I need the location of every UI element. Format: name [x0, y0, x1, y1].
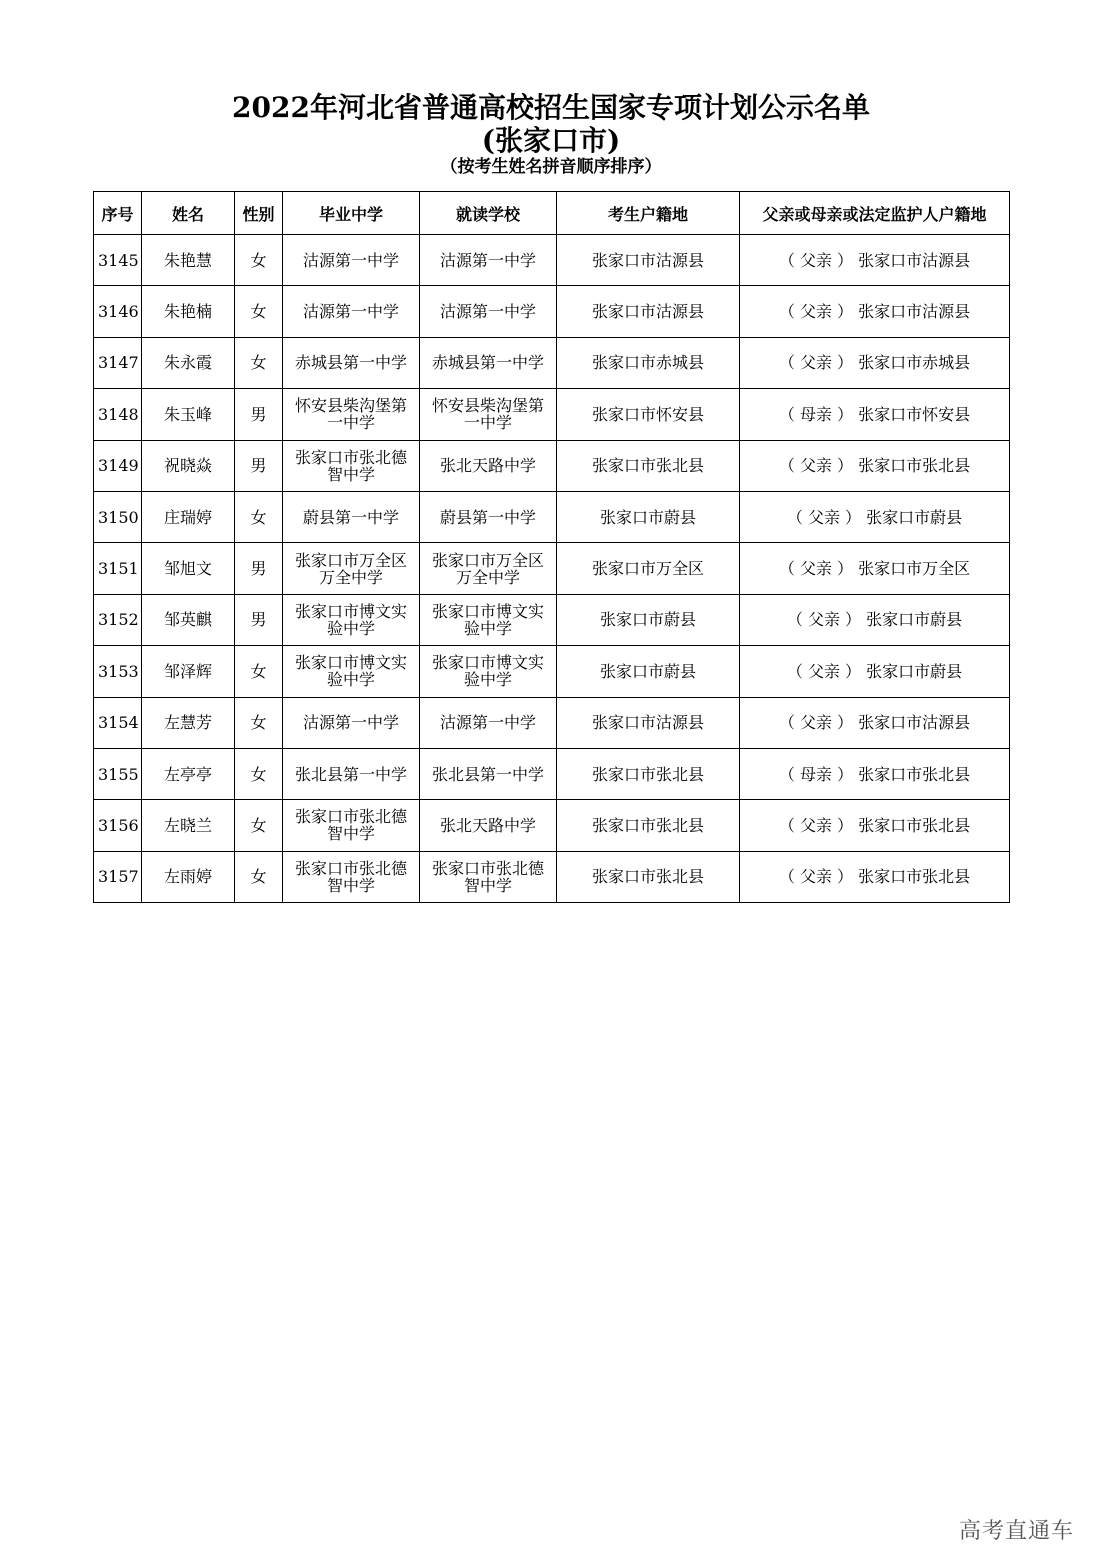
roster-table	[93, 191, 1010, 903]
cell-current-school	[420, 646, 557, 697]
cell-hukou	[557, 748, 740, 799]
cell-grad-school-text: 张家口市张北德智中学	[294, 858, 407, 895]
cell-no	[94, 235, 142, 286]
cell-guardian-hukou-text: （ 母亲 ） 张家口市张北县	[778, 764, 971, 784]
cell-name	[142, 235, 235, 286]
table-row	[94, 697, 1010, 748]
header-row	[94, 192, 1010, 235]
cell-hukou-text: 张家口市张北县	[591, 764, 704, 784]
cell-guardian-hukou-text: （ 父亲 ） 张家口市张北县	[778, 456, 971, 476]
cell-gender	[235, 389, 283, 440]
cell-name	[142, 491, 235, 542]
cell-name	[142, 337, 235, 388]
cell-current-school-text: 蔚县第一中学	[439, 507, 536, 527]
cell-current-school	[420, 440, 557, 491]
cell-gender	[235, 851, 283, 902]
cell-grad-school-text: 蔚县第一中学	[302, 507, 399, 527]
column-header-current-school: 就读学校	[420, 192, 557, 235]
cell-name	[142, 646, 235, 697]
cell-name-text: 左亭亭	[163, 764, 212, 784]
cell-gender	[235, 594, 283, 645]
cell-name-text: 邹泽辉	[163, 661, 212, 681]
cell-grad-school	[283, 440, 420, 491]
cell-current-school-text: 沽源第一中学	[439, 713, 536, 733]
cell-grad-school-text: 沽源第一中学	[302, 250, 399, 270]
cell-guardian-hukou-text: （ 父亲 ） 张家口市蔚县	[786, 507, 963, 527]
cell-gender-text: 女	[250, 867, 267, 887]
cell-guardian-hukou-text: （ 父亲 ） 张家口市万全区	[778, 559, 971, 579]
cell-current-school	[420, 543, 557, 594]
cell-guardian-hukou	[740, 800, 1010, 851]
cell-gender-text: 男	[250, 456, 267, 476]
table-row	[94, 851, 1010, 902]
cell-gender-text: 男	[250, 610, 267, 630]
cell-hukou	[557, 337, 740, 388]
cell-current-school-text: 张北天路中学	[439, 815, 536, 835]
table-row	[94, 748, 1010, 799]
cell-current-school	[420, 594, 557, 645]
cell-gender	[235, 800, 283, 851]
cell-hukou	[557, 594, 740, 645]
cell-grad-school-text: 沽源第一中学	[302, 302, 399, 322]
cell-name-text: 朱永霞	[163, 353, 212, 373]
cell-no-text: 3150	[98, 507, 139, 527]
cell-no	[94, 800, 142, 851]
column-header-hukou: 考生户籍地	[557, 192, 740, 235]
cell-guardian-hukou	[740, 748, 1010, 799]
cell-hukou-text: 张家口市蔚县	[599, 507, 696, 527]
cell-no	[94, 748, 142, 799]
cell-current-school	[420, 491, 557, 542]
cell-guardian-hukou	[740, 851, 1010, 902]
cell-gender-text: 女	[250, 815, 267, 835]
cell-gender-text: 女	[250, 713, 267, 733]
cell-guardian-hukou	[740, 594, 1010, 645]
table-row	[94, 440, 1010, 491]
cell-grad-school	[283, 646, 420, 697]
cell-no-text: 3153	[98, 661, 139, 681]
cell-gender-text: 女	[250, 507, 267, 527]
cell-guardian-hukou	[740, 543, 1010, 594]
cell-grad-school	[283, 800, 420, 851]
cell-grad-school-text: 张家口市博文实验中学	[294, 601, 407, 638]
column-header-no: 序号	[94, 192, 142, 235]
cell-hukou-text: 张家口市沽源县	[591, 713, 704, 733]
cell-current-school-text: 赤城县第一中学	[431, 353, 544, 373]
cell-current-school-text: 沽源第一中学	[439, 302, 536, 322]
cell-no	[94, 440, 142, 491]
cell-name-text: 庄瑞婷	[163, 507, 212, 527]
cell-guardian-hukou-text: （ 父亲 ） 张家口市张北县	[778, 867, 971, 887]
cell-current-school	[420, 337, 557, 388]
cell-hukou-text: 张家口市张北县	[591, 867, 704, 887]
cell-gender	[235, 286, 283, 337]
cell-gender	[235, 337, 283, 388]
sort-order-note: （按考生姓名拼音顺序排序）	[440, 157, 662, 177]
cell-no	[94, 697, 142, 748]
cell-no-text: 3157	[98, 867, 139, 887]
cell-grad-school	[283, 748, 420, 799]
cell-guardian-hukou	[740, 440, 1010, 491]
column-header-gender: 性别	[235, 192, 283, 235]
cell-name-text: 朱艳楠	[163, 302, 212, 322]
table-row	[94, 594, 1010, 645]
cell-current-school-text: 张家口市博文实验中学	[431, 601, 544, 638]
cell-gender-text: 女	[250, 250, 267, 270]
cell-current-school	[420, 286, 557, 337]
cell-grad-school	[283, 594, 420, 645]
cell-grad-school-text: 张家口市博文实验中学	[294, 653, 407, 690]
table-row	[94, 389, 1010, 440]
cell-gender-text: 女	[250, 353, 267, 373]
table-row	[94, 491, 1010, 542]
cell-name	[142, 389, 235, 440]
table-row	[94, 646, 1010, 697]
cell-name	[142, 800, 235, 851]
cell-hukou	[557, 543, 740, 594]
cell-no	[94, 337, 142, 388]
cell-no	[94, 543, 142, 594]
cell-guardian-hukou	[740, 697, 1010, 748]
cell-name	[142, 697, 235, 748]
cell-grad-school-text: 张家口市张北德智中学	[294, 807, 407, 844]
cell-guardian-hukou-text: （ 父亲 ） 张家口市蔚县	[786, 661, 963, 681]
cell-gender	[235, 235, 283, 286]
cell-grad-school-text: 张家口市万全区万全中学	[294, 550, 407, 587]
cell-no-text: 3149	[98, 456, 139, 476]
cell-hukou-text: 张家口市张北县	[591, 815, 704, 835]
cell-name	[142, 748, 235, 799]
cell-grad-school-text: 赤城县第一中学	[294, 353, 407, 373]
cell-gender	[235, 748, 283, 799]
cell-hukou-text: 张家口市张北县	[591, 456, 704, 476]
cell-grad-school	[283, 851, 420, 902]
cell-name-text: 朱艳慧	[163, 250, 212, 270]
cell-gender	[235, 646, 283, 697]
cell-name	[142, 440, 235, 491]
cell-grad-school	[283, 543, 420, 594]
table-header	[94, 192, 1010, 235]
cell-name	[142, 543, 235, 594]
cell-grad-school	[283, 235, 420, 286]
cell-no-text: 3155	[98, 764, 139, 784]
cell-hukou-text: 张家口市沽源县	[591, 302, 704, 322]
cell-name-text: 左雨婷	[163, 867, 212, 887]
cell-gender-text: 男	[250, 559, 267, 579]
cell-hukou	[557, 697, 740, 748]
cell-guardian-hukou	[740, 337, 1010, 388]
cell-gender	[235, 697, 283, 748]
cell-no-text: 3145	[98, 250, 139, 270]
cell-name	[142, 594, 235, 645]
cell-no	[94, 491, 142, 542]
cell-grad-school	[283, 337, 420, 388]
cell-grad-school	[283, 389, 420, 440]
cell-no-text: 3152	[98, 610, 139, 630]
cell-current-school	[420, 235, 557, 286]
cell-hukou	[557, 440, 740, 491]
cell-hukou-text: 张家口市赤城县	[591, 353, 704, 373]
cell-current-school	[420, 697, 557, 748]
cell-no-text: 3154	[98, 713, 139, 733]
document-subtitle-city: (张家口市)	[481, 124, 621, 157]
cell-no-text: 3147	[98, 353, 139, 373]
cell-grad-school-text: 沽源第一中学	[302, 713, 399, 733]
cell-name-text: 邹旭文	[163, 559, 212, 579]
cell-hukou	[557, 646, 740, 697]
cell-grad-school-text: 张家口市张北德智中学	[294, 447, 407, 484]
cell-guardian-hukou-text: （ 父亲 ） 张家口市沽源县	[778, 713, 971, 733]
cell-guardian-hukou-text: （ 父亲 ） 张家口市赤城县	[778, 353, 971, 373]
cell-no	[94, 594, 142, 645]
cell-grad-school	[283, 491, 420, 542]
cell-name	[142, 286, 235, 337]
cell-current-school	[420, 389, 557, 440]
table-row	[94, 800, 1010, 851]
cell-guardian-hukou-text: （ 父亲 ） 张家口市张北县	[778, 815, 971, 835]
cell-guardian-hukou-text: （ 父亲 ） 张家口市沽源县	[778, 250, 971, 270]
column-header-grad-school: 毕业中学	[283, 192, 420, 235]
watermark: 高考直通车	[958, 1519, 1074, 1544]
cell-hukou-text: 张家口市万全区	[591, 559, 704, 579]
cell-grad-school	[283, 286, 420, 337]
cell-no	[94, 389, 142, 440]
cell-hukou-text: 张家口市怀安县	[591, 404, 704, 424]
cell-guardian-hukou-text: （ 父亲 ） 张家口市沽源县	[778, 302, 971, 322]
cell-gender	[235, 491, 283, 542]
cell-current-school-text: 张北县第一中学	[431, 764, 544, 784]
document-title: 2022年河北省普通高校招生国家专项计划公示名单	[232, 91, 870, 124]
cell-gender-text: 女	[250, 302, 267, 322]
cell-no-text: 3148	[98, 404, 139, 424]
cell-current-school	[420, 748, 557, 799]
cell-grad-school	[283, 697, 420, 748]
cell-no	[94, 646, 142, 697]
cell-current-school	[420, 800, 557, 851]
column-header-guardian-hukou: 父亲或母亲或法定监护人户籍地	[740, 192, 1010, 235]
cell-gender-text: 女	[250, 764, 267, 784]
cell-hukou	[557, 286, 740, 337]
cell-current-school-text: 张家口市万全区万全中学	[431, 550, 544, 587]
cell-name-text: 邹英麒	[163, 610, 212, 630]
cell-name-text: 祝晓焱	[163, 456, 212, 476]
table-row	[94, 543, 1010, 594]
cell-hukou-text: 张家口市沽源县	[591, 250, 704, 270]
cell-no	[94, 286, 142, 337]
cell-name	[142, 851, 235, 902]
cell-guardian-hukou	[740, 646, 1010, 697]
cell-hukou-text: 张家口市蔚县	[599, 610, 696, 630]
cell-name-text: 左慧芳	[163, 713, 212, 733]
cell-gender	[235, 543, 283, 594]
cell-guardian-hukou	[740, 491, 1010, 542]
table-body	[94, 235, 1010, 903]
cell-gender-text: 女	[250, 661, 267, 681]
cell-guardian-hukou	[740, 286, 1010, 337]
cell-current-school-text: 沽源第一中学	[439, 250, 536, 270]
cell-no-text: 3151	[98, 559, 139, 579]
cell-no-text: 3156	[98, 815, 139, 835]
cell-hukou	[557, 491, 740, 542]
cell-current-school-text: 张家口市博文实验中学	[431, 653, 544, 690]
cell-guardian-hukou	[740, 235, 1010, 286]
cell-gender	[235, 440, 283, 491]
cell-hukou	[557, 800, 740, 851]
column-header-name: 姓名	[142, 192, 235, 235]
cell-no-text: 3146	[98, 302, 139, 322]
table-row	[94, 337, 1010, 388]
cell-hukou-text: 张家口市蔚县	[599, 661, 696, 681]
cell-current-school-text: 怀安县柴沟堡第一中学	[431, 396, 544, 433]
cell-guardian-hukou	[740, 389, 1010, 440]
cell-current-school	[420, 851, 557, 902]
cell-gender-text: 男	[250, 404, 267, 424]
cell-current-school-text: 张北天路中学	[439, 456, 536, 476]
cell-hukou	[557, 389, 740, 440]
table-row	[94, 286, 1010, 337]
cell-hukou	[557, 235, 740, 286]
cell-grad-school-text: 怀安县柴沟堡第一中学	[294, 396, 407, 433]
cell-name-text: 左晓兰	[163, 815, 212, 835]
cell-name-text: 朱玉峰	[163, 404, 212, 424]
cell-guardian-hukou-text: （ 母亲 ） 张家口市怀安县	[778, 404, 971, 424]
cell-no	[94, 851, 142, 902]
cell-guardian-hukou-text: （ 父亲 ） 张家口市蔚县	[786, 610, 963, 630]
cell-hukou	[557, 851, 740, 902]
cell-grad-school-text: 张北县第一中学	[294, 764, 407, 784]
table-row	[94, 235, 1010, 286]
cell-current-school-text: 张家口市张北德智中学	[431, 858, 544, 895]
